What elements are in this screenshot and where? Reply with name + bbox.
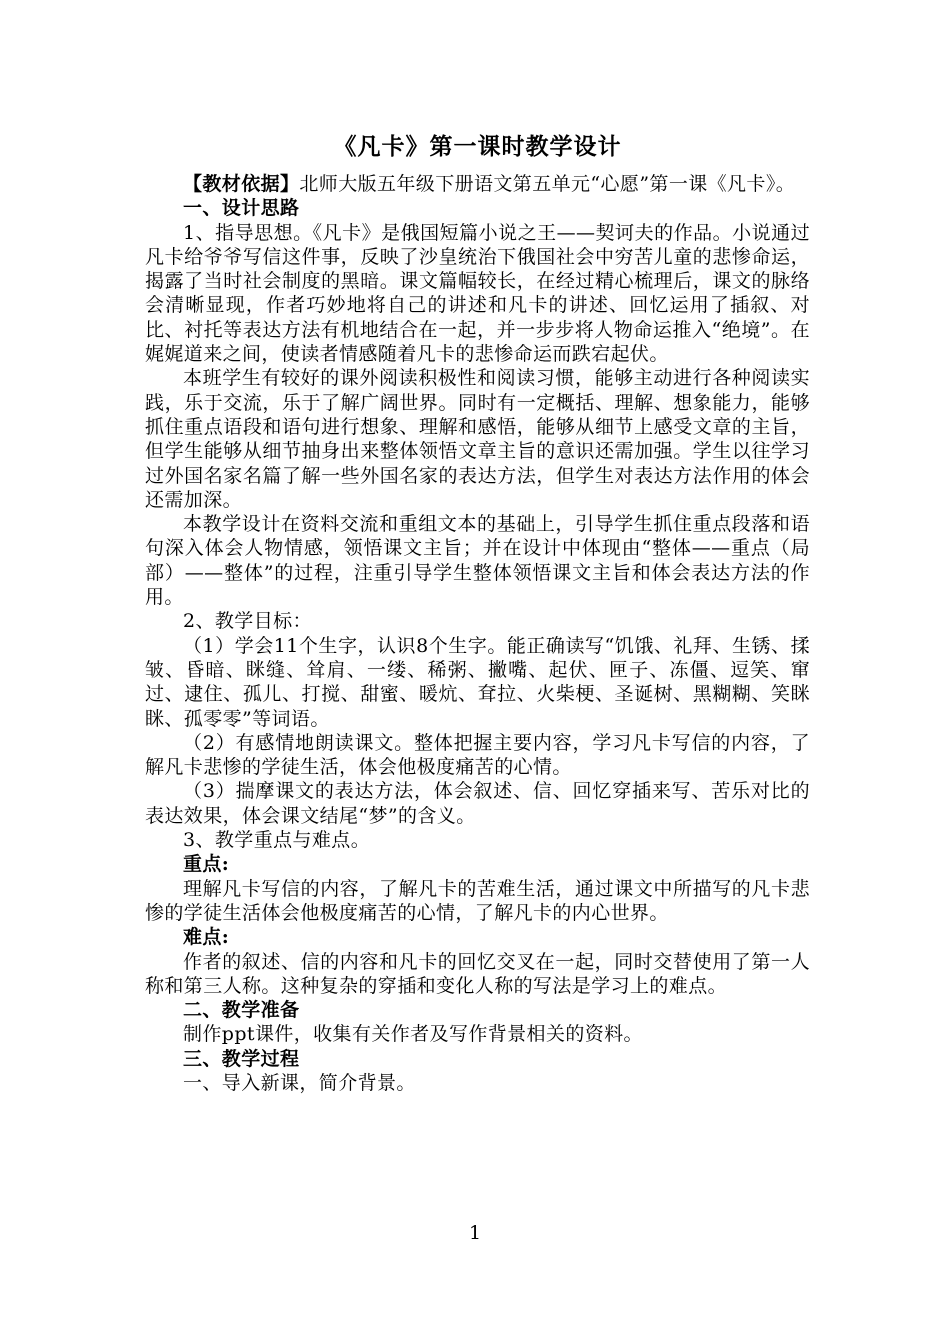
key-point-label: 重点:	[183, 853, 230, 876]
paragraph-goal-1: （1）学会11个生字，认识8个生字。能正确读写“饥饿、礼拜、生锈、揉皱、昏暗、眯缝、耸肩、一缕、稀粥、撇嘴、起伏、匣子、冻僵、逗笑、窜过、逮住、孤儿、打搅、甜蜜、暖炕、耷拉、火柴梗、圣诞树、黑糊糊、笑眯眯、孤零零”等词语。	[145, 634, 810, 730]
basis-label: 【教材依据】	[183, 173, 300, 195]
basis-text: 北师大版五年级下册语文第五单元“心愿”第一课《凡卡》。	[299, 173, 796, 195]
section-heading-design-ideas: 一、设计思路	[183, 197, 300, 220]
document-title: 《凡卡》第一课时教学设计	[333, 133, 622, 160]
paragraph-student-analysis: 本班学生有较好的课外阅读积极性和阅读习惯，能够主动进行各种阅读实践，乐于交流，乐于了解广阔世界。同时有一定概括、理解、想象能力，能够抓住重点语段和语句进行想象、理解和感悟，能够从细节上感受文章的主旨，但学生能够从细节抽身出来整体领悟文章主旨的意识还需加强。学生以往学习过外国名家名篇了解一些外国名家的表达方法，但学生对表达方法作用的体会还需加深。	[145, 367, 810, 511]
paragraph-teaching-goals-heading: 2、教学目标：	[183, 610, 312, 633]
document-body	[145, 132, 810, 1095]
section-heading-preparation: 二、教学准备	[183, 999, 300, 1022]
section-heading-process: 三、教学过程	[183, 1047, 300, 1070]
textbook-basis	[145, 172, 810, 196]
difficulty-label: 难点:	[183, 926, 230, 949]
paragraph-key-difficulty-heading: 3、教学重点与难点。	[183, 829, 371, 852]
paragraph-goal-3: （3）揣摩课文的表达方法，体会叙述、信、回忆穿插来写、苦乐对比的表达效果，体会课文结尾“梦”的含义。	[145, 780, 810, 827]
paragraph-key-point: 理解凡卡写信的内容，了解凡卡的苦难生活，通过课文中所描写的凡卡悲惨的学徒生活体会他极度痛苦的心情，了解凡卡的内心世界。	[145, 877, 810, 924]
paragraph-preparation: 制作ppt课件，收集有关作者及写作背景相关的资料。	[183, 1023, 643, 1046]
paragraph-process-step-1: 一、导入新课，简介背景。	[183, 1071, 416, 1094]
paragraph-goal-2: （2）有感情地朗读课文。整体把握主要内容，学习凡卡写信的内容，了解凡卡悲惨的学徒生活，体会他极度痛苦的心情。	[145, 731, 810, 779]
page-number: 1	[468, 1222, 482, 1244]
paragraph-design-approach: 本教学设计在资料交流和重组文本的基础上，引导学生抓住重点段落和语句深入体会人物情感，领悟课文主旨；并在设计中体现由“整体——重点（局部）——整体”的过程，注重引导学生整体领悟课文主旨和体会表达方法的作用。	[145, 513, 810, 609]
paragraph-difficulty: 作者的叙述、信的内容和凡卡的回忆交叉在一起，同时交替使用了第一人称和第三人称。这种复杂的穿插和变化人称的写法是学习上的难点。	[145, 950, 810, 997]
paragraph-guiding-idea: 1、指导思想。《凡卡》是俄国短篇小说之王——契诃夫的作品。小说通过凡卡给爷爷写信这件事，反映了沙皇统治下俄国社会中穷苦儿童的悲惨命运，揭露了当时社会制度的黑暗。课文篇幅较长，在经过精心梳理后，课文的脉络会清晰显现，作者巧妙地将自己的讲述和凡卡的讲述、回忆运用了插叙、对比、衬托等表达方法有机地结合在一起，并一步步将人物命运推入“绝境”。在娓娓道来之间，使读者情感随着凡卡的悲惨命运而跌宕起伏。	[145, 221, 810, 366]
